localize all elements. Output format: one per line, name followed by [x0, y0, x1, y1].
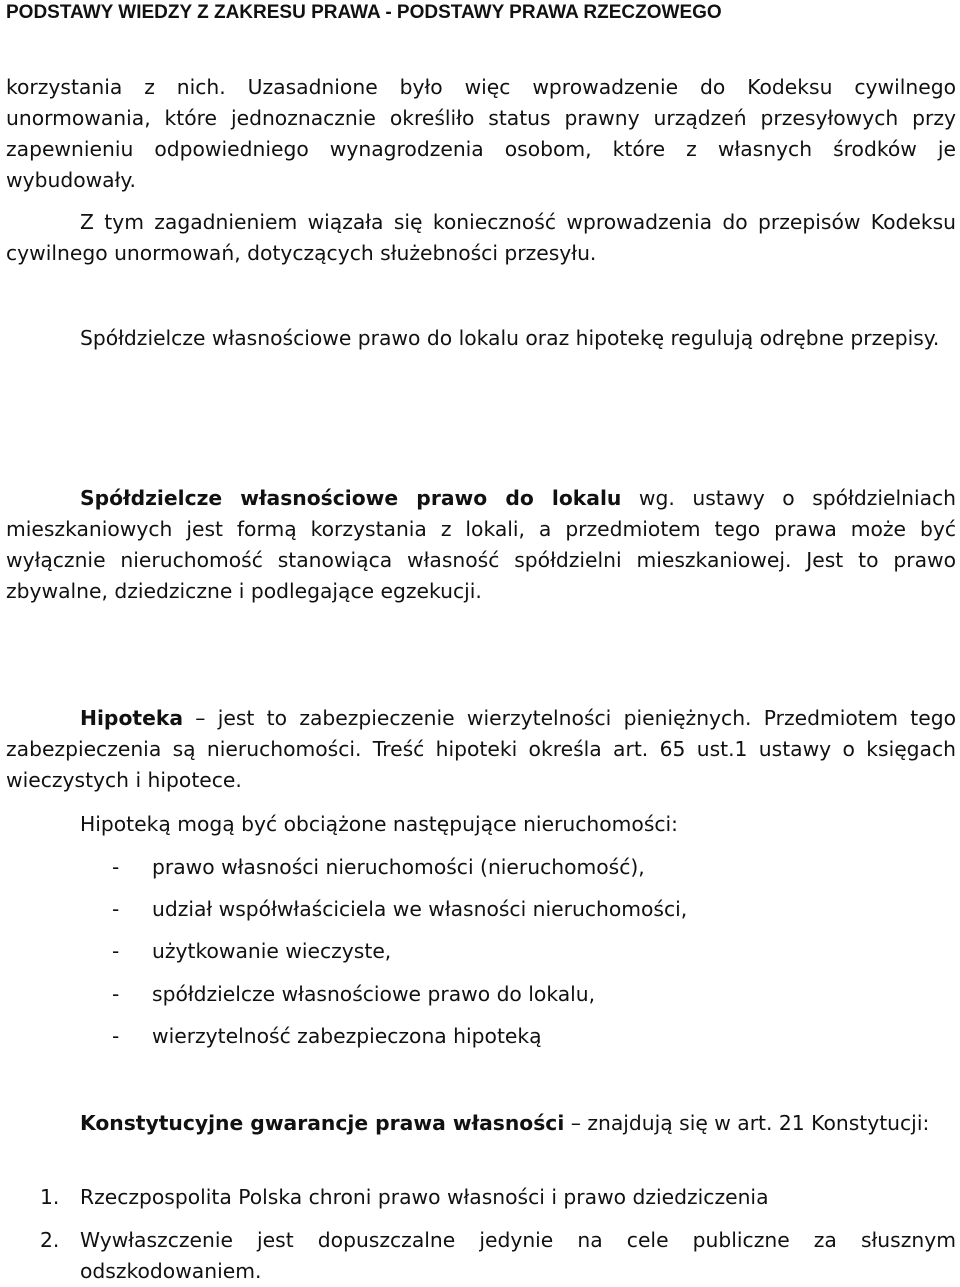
definition-cooperative-right: wg. ustawy o spółdzielniach mieszkaniowych jest formą korzystania z lokali, a przedmiotem tego prawa może być wyłącznie nieruchomość stanowiąca własność spółdzielni mieszkaniowej. Jest to prawo zbywalne, dziedziczne i podlegające egzekucji.: [6, 486, 957, 603]
definition-mortgage: – jest to zabezpieczenie wierzytelności pieniężnych. Przedmiotem tego zabezpieczenia są nieruchomości. Treść hipoteki określa art. 65 ust.1 ustawy o księgach wieczystych i hipotece.: [6, 706, 956, 792]
list-dash: -: [112, 855, 120, 879]
list-dash: -: [112, 982, 120, 1006]
document-header: PODSTAWY WIEDZY Z ZAKRESU PRAWA - PODSTAWY PRAWA RZECZOWEGO: [6, 2, 722, 23]
list-number: 2.: [40, 1228, 60, 1252]
term-cooperative-right: Spółdzielcze własnościowe prawo do lokalu: [80, 486, 622, 510]
list-dash: -: [112, 897, 120, 921]
definition-constitutional-guarantees: – znajdują się w art. 21 Konstytucji:: [564, 1111, 930, 1135]
paragraph-device-transmission: korzystania z nich. Uzasadnione było więc wprowadzenie do Kodeksu cywilnego unormowania, które jednoznacznie określiło status prawny urządzeń przesyłowych przy zapewnieniu odpowiedniego wynagrodzenia osobom, które z własnych środków je wybudowały.: [6, 75, 956, 192]
term-mortgage: Hipoteka: [80, 706, 184, 730]
list-item-text: spółdzielcze własnościowe prawo do lokalu,: [152, 982, 596, 1006]
paragraph-mortgage-objects-intro: Hipoteką mogą być obciążone następujące nieruchomości:: [80, 812, 678, 836]
list-number: 1.: [40, 1185, 60, 1209]
paragraph-transmission-easement: Z tym zagadnieniem wiązała się konieczność wprowadzenia do przepisów Kodeksu cywilnego unormowań, dotyczących służebności przesyłu.: [6, 210, 956, 265]
list-dash: -: [112, 939, 120, 963]
paragraph-mortgage: [6, 703, 956, 796]
list-item-text: użytkowanie wieczyste,: [152, 939, 392, 963]
list-item-text: wierzytelność zabezpieczona hipoteką: [152, 1024, 542, 1048]
list-item-text: Wywłaszczenie jest dopuszczalne jedynie na cele publiczne za słusznym odszkodowaniem.: [80, 1228, 956, 1283]
list-item-text: prawo własności nieruchomości (nieruchomość),: [152, 855, 645, 879]
term-constitutional-guarantees: Konstytucyjne gwarancje prawa własności: [80, 1111, 565, 1135]
list-item-text: Rzeczpospolita Polska chroni prawo własności i prawo dziedziczenia: [80, 1185, 769, 1209]
paragraph-cooperative-and-mortgage: Spółdzielcze własnościowe prawo do lokalu oraz hipotekę regulują odrębne przepisy.: [80, 326, 940, 350]
list-dash: -: [112, 1024, 120, 1048]
list-item-text: udział współwłaściciela we własności nieruchomości,: [152, 897, 688, 921]
paragraph-cooperative-right: [6, 483, 956, 607]
paragraph-constitutional-guarantees: [6, 1108, 956, 1139]
